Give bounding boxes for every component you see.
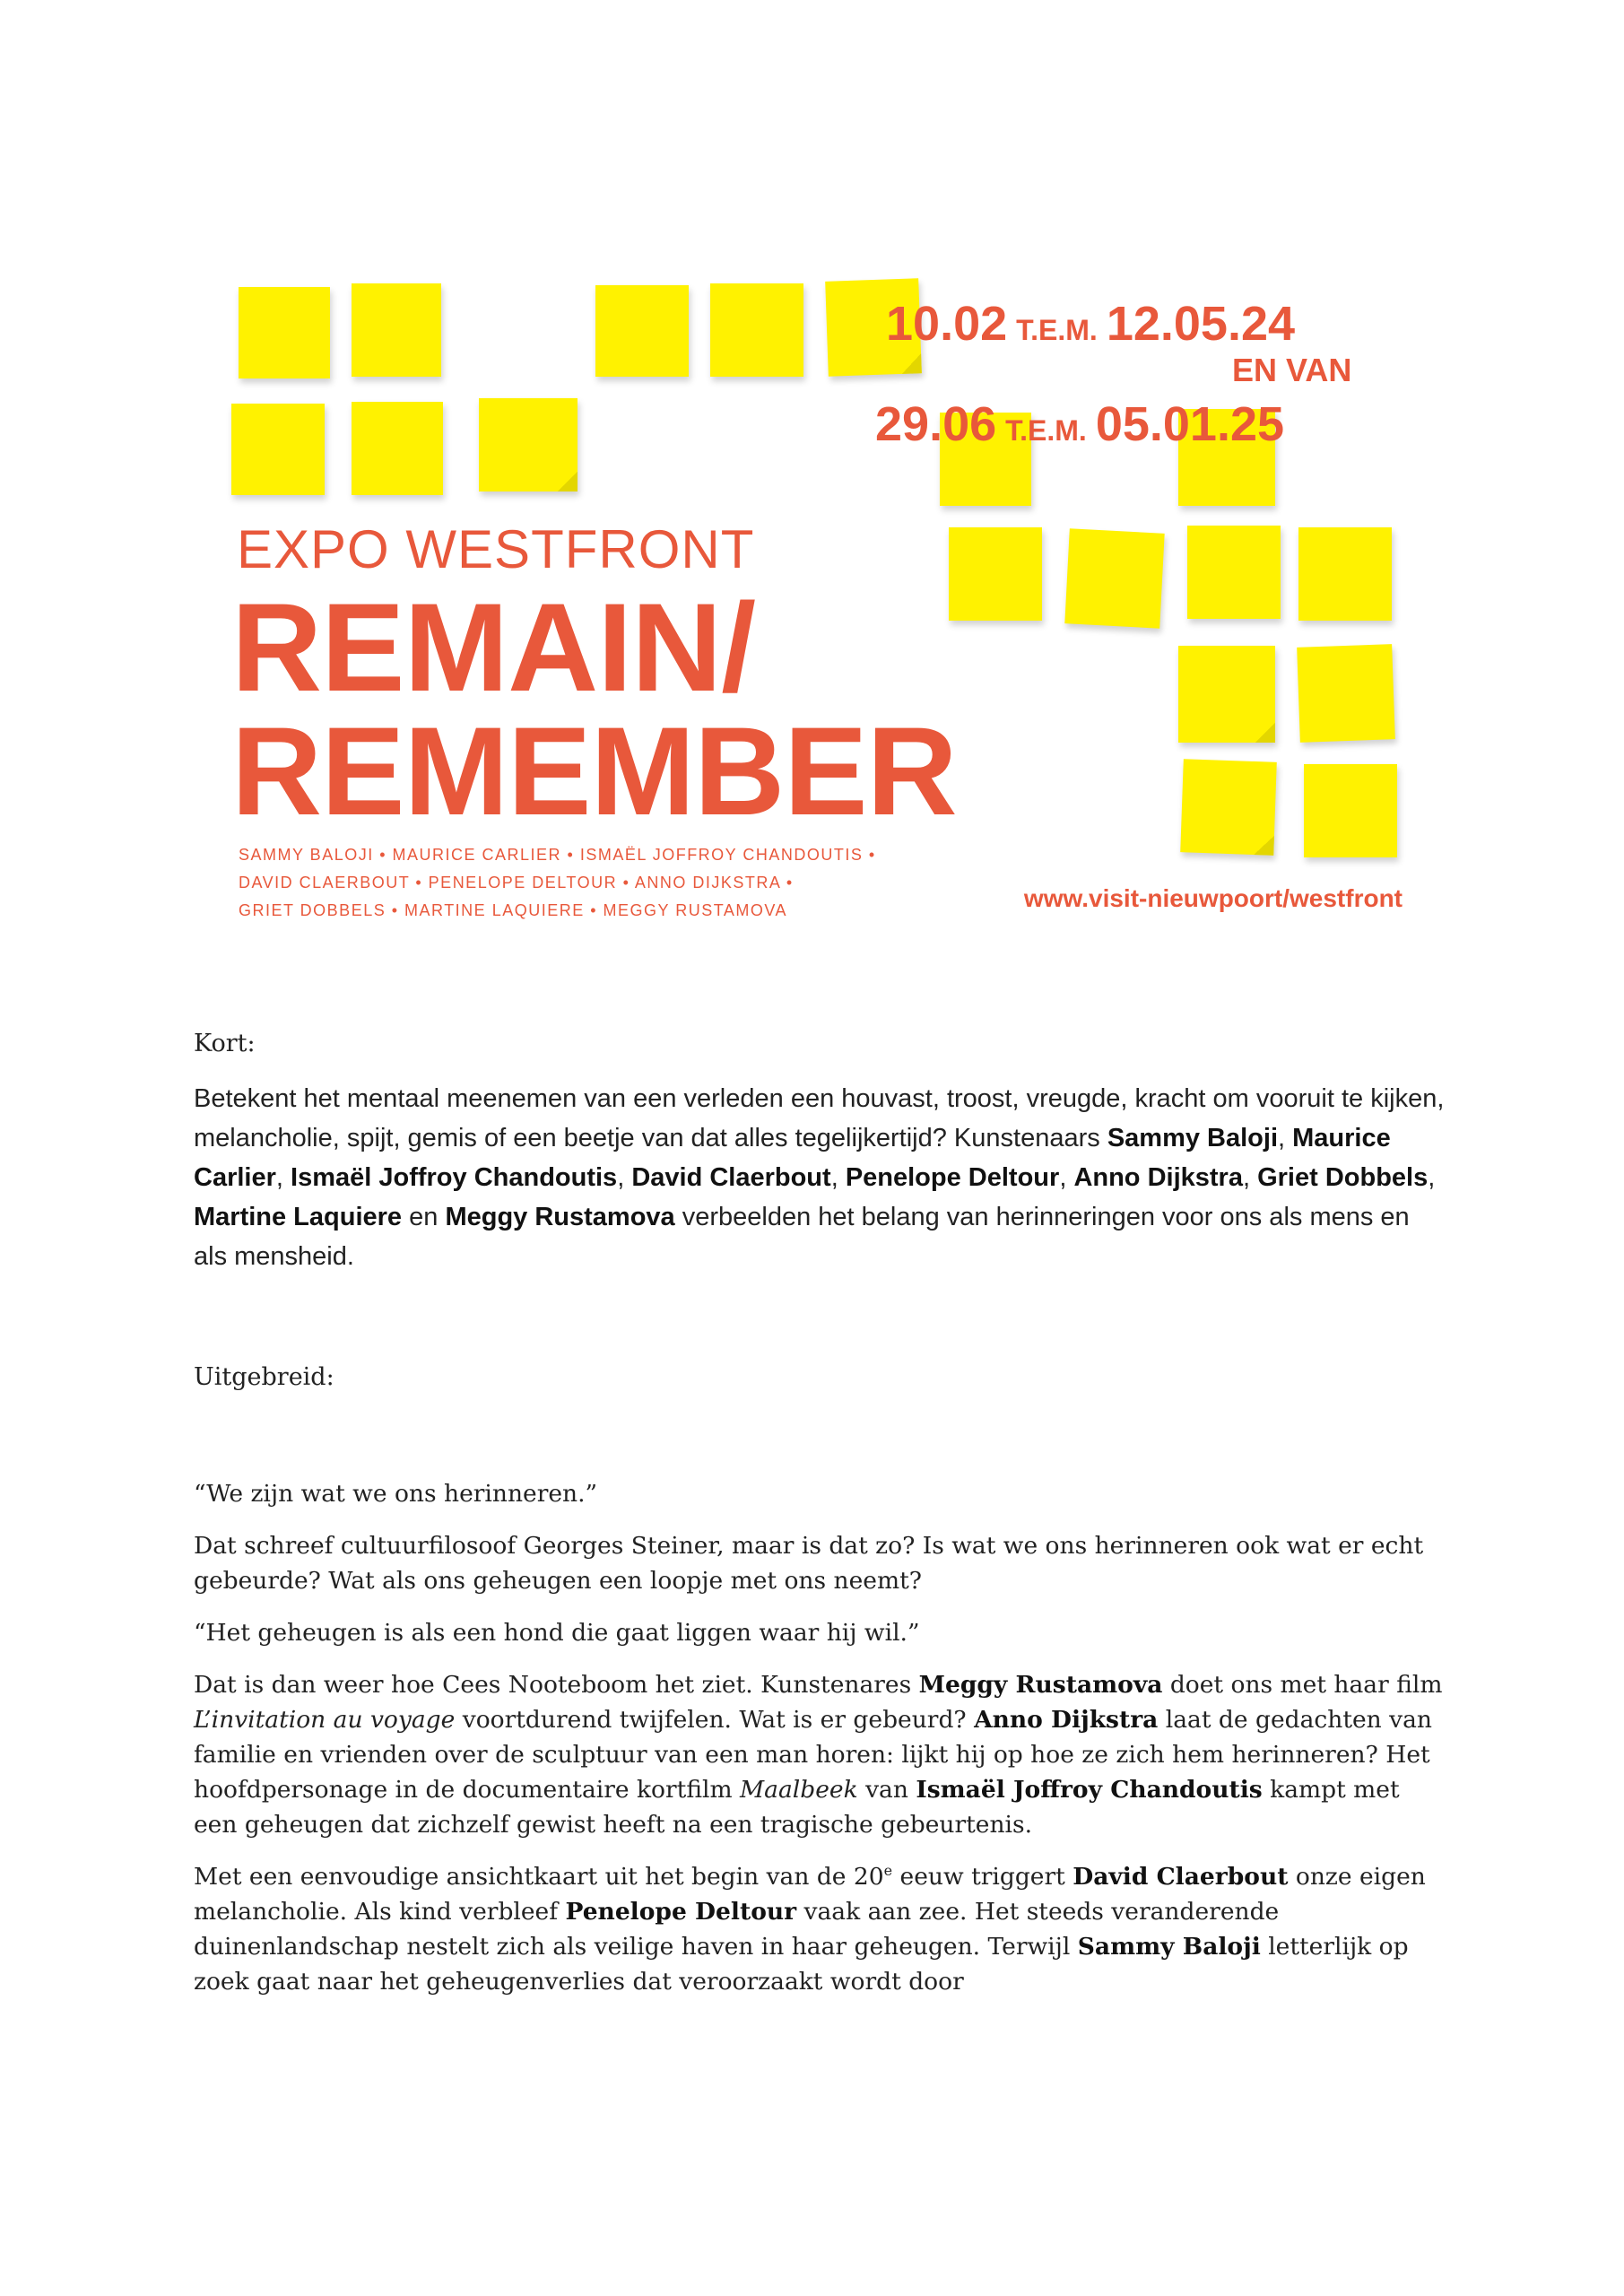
- poster-title-line-2: REMEMBER: [231, 700, 957, 841]
- quote-nooteboom: “Het geheugen is als een hond die gaat liggen waar hij wil.”: [194, 1619, 920, 1647]
- artist-name: Sammy Baloji: [1107, 1124, 1278, 1152]
- separator: ,: [1278, 1124, 1293, 1152]
- poster-title-line-1: REMAIN/: [231, 577, 756, 718]
- poster-artists: [239, 841, 1010, 925]
- date-start-1: 10.02: [886, 297, 1008, 351]
- text: Dat is dan weer hoe Cees Nooteboom het ziet. Kunstenares: [194, 1671, 919, 1699]
- text: onze eigen melancholie. Als kind verbleef: [194, 1863, 1426, 1926]
- poster-website: www.visit-nieuwpoort/westfront: [1023, 884, 1403, 912]
- sticky-note: [1064, 528, 1164, 628]
- exhibition-poster: [231, 269, 1424, 951]
- date-end-1: 12.05.24: [1106, 297, 1296, 351]
- dates-tem-1: T.E.M.: [1016, 314, 1098, 346]
- sticky-note: [231, 404, 325, 495]
- work-title: Maalbeek: [740, 1776, 858, 1804]
- text: Met een eenvoudige ansichtkaart uit het begin van de 20: [194, 1863, 884, 1891]
- artist-name: Penelope Deltour: [845, 1163, 1060, 1192]
- dates-line-2: EN VAN: [1232, 352, 1352, 388]
- artist-name: Griet Dobbels: [1257, 1163, 1429, 1192]
- text: Betekent het mentaal meenemen van een verleden een houvast, troost, vreugde, kracht om vooruit te kijken, melancholie, spijt, gemis of een beetje van dat alles tegelijkertijd? Kunstenaars: [194, 1084, 1445, 1152]
- artist-name: Maurice Carlier: [194, 1124, 1391, 1192]
- artist-name: Penelope Deltour: [565, 1898, 797, 1926]
- artist-name: Martine Laquiere: [194, 1203, 403, 1231]
- artist-name: Sammy Baloji: [1077, 1933, 1261, 1961]
- superscript: e: [883, 1862, 893, 1880]
- paragraph-3: [194, 1859, 1449, 1999]
- sticky-note: [479, 398, 578, 491]
- uitgebreid-body: [194, 1476, 1449, 1999]
- sticky-note: [1178, 646, 1275, 743]
- poster-subtitle: EXPO WESTFRONT: [237, 519, 755, 579]
- sticky-note: [949, 527, 1042, 621]
- date-end-2: 05.01.25: [1095, 397, 1285, 451]
- artist-name: Anno Dijkstra: [974, 1706, 1159, 1734]
- kort-label: Kort:: [194, 1030, 256, 1057]
- artist-name: Meggy Rustamova: [918, 1671, 1163, 1699]
- sticky-note: [595, 285, 689, 377]
- separator: ,: [617, 1163, 632, 1192]
- text: doet ons met haar film: [1162, 1671, 1443, 1699]
- text: laat de gedachten van familie en vrienden over de sculptuur van een man horen: lijkt hij op hoe ze zich hem herinneren? Het hoofdpersonage in de documentaire kortfilm: [194, 1706, 1432, 1804]
- separator: ,: [830, 1163, 846, 1192]
- paragraph-1: Dat schreef cultuurfilosoof Georges Steiner, maar is dat zo? Is wat we ons herinneren ook wat er echt gebeurde? Wat als ons geheugen een loopje met ons neemt?: [194, 1532, 1424, 1595]
- artist-name: David Claerbout: [1073, 1863, 1289, 1891]
- sticky-note: [1187, 526, 1281, 619]
- text: vaak aan zee. Het steeds veranderende duinenlandschap nestelt zich als veilige haven in haar geheugen. Terwijl: [194, 1898, 1280, 1961]
- separator: ,: [1428, 1163, 1436, 1192]
- work-title: L’invitation au voyage: [194, 1706, 456, 1734]
- sticky-note: [1180, 759, 1277, 856]
- sticky-note: [352, 402, 443, 495]
- dates-line-3: [875, 396, 1284, 452]
- text: kampt met een geheugen dat zichzelf gewist heeft na een tragische gebeurtenis.: [194, 1776, 1400, 1839]
- artist-name: David Claerbout: [631, 1163, 831, 1192]
- dates-line-1: [886, 296, 1295, 352]
- artist-name: Anno Dijkstra: [1073, 1163, 1243, 1192]
- separator: en: [402, 1203, 446, 1231]
- sticky-note: [239, 287, 330, 378]
- date-start-2: 29.06: [875, 397, 997, 451]
- artists-line: GRIET DOBBELS • MARTINE LAQUIERE • MEGGY RUSTAMOVA: [239, 901, 788, 919]
- text: verbeelden het belang van herinneringen voor ons als mens en als mensheid.: [194, 1203, 1410, 1271]
- text: letterlijk op zoek gaat naar het geheugenverlies dat veroorzaakt wordt door: [194, 1933, 1409, 1996]
- text: eeuw triggert: [892, 1863, 1073, 1891]
- sticky-note: [710, 283, 803, 377]
- sticky-note: [352, 283, 441, 377]
- text: van: [857, 1776, 916, 1804]
- text: voortdurend twijfelen. Wat is er gebeurd?: [455, 1706, 975, 1734]
- quote-steiner: “We zijn wat we ons herinneren.”: [194, 1480, 598, 1508]
- artist-name: Ismaël Joffroy Chandoutis: [291, 1163, 618, 1192]
- separator: ,: [1059, 1163, 1074, 1192]
- artists-line: SAMMY BALOJI • MAURICE CARLIER • ISMAËL JOFFROY CHANDOUTIS •: [239, 846, 876, 864]
- sticky-note: [1304, 764, 1397, 857]
- paragraph-2: [194, 1667, 1449, 1842]
- artist-name: Meggy Rustamova: [445, 1203, 675, 1231]
- sticky-note: [1298, 527, 1392, 621]
- artists-line: DAVID CLAERBOUT • PENELOPE DELTOUR • ANNO DIJKSTRA •: [239, 874, 794, 891]
- separator: ,: [275, 1163, 291, 1192]
- artist-name: Ismaël Joffroy Chandoutis: [916, 1776, 1263, 1804]
- kort-paragraph: [194, 1079, 1449, 1276]
- dates-tem-2: T.E.M.: [1005, 414, 1087, 447]
- sticky-note: [1297, 644, 1395, 743]
- uitgebreid-label: Uitgebreid:: [194, 1363, 334, 1391]
- separator: ,: [1242, 1163, 1258, 1192]
